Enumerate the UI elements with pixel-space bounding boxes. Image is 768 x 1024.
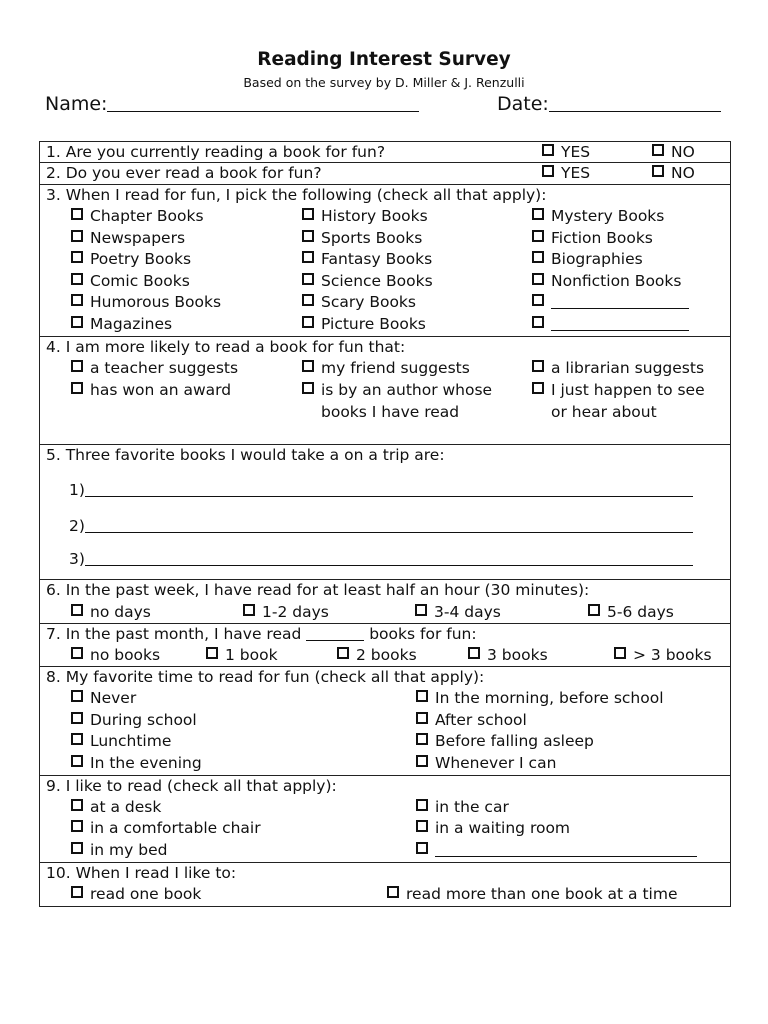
checkbox-icon[interactable] <box>71 886 83 898</box>
q4-option[interactable] <box>302 380 502 423</box>
checkbox-icon[interactable] <box>532 294 544 306</box>
option-label: at a desk <box>90 798 162 816</box>
option-label: Biographies <box>551 250 643 268</box>
q8-option[interactable] <box>71 753 202 775</box>
other-blank[interactable] <box>435 856 697 857</box>
checkbox-icon[interactable] <box>532 360 544 372</box>
q10-option[interactable] <box>71 884 201 906</box>
question-6 <box>39 580 731 624</box>
q3-option[interactable] <box>532 206 664 228</box>
other-blank[interactable] <box>551 308 689 309</box>
checkbox-icon[interactable] <box>614 647 626 659</box>
question-9-text: 9. I like to read (check all that apply): <box>46 777 337 795</box>
question-5-text: 5. Three favorite books I would take a on a trip are: <box>46 446 445 464</box>
name-label: Name: <box>45 93 108 115</box>
q6-option[interactable] <box>71 602 151 624</box>
question-7 <box>39 624 731 667</box>
q9-option[interactable] <box>71 797 161 819</box>
answer-blank[interactable] <box>85 496 693 497</box>
checkbox-icon[interactable] <box>387 886 399 898</box>
option-label: Never <box>90 689 137 707</box>
favorite-book-3[interactable] <box>69 549 693 571</box>
option-label: Mystery Books <box>551 207 665 225</box>
checkbox-icon[interactable] <box>302 316 314 328</box>
date-blank[interactable] <box>549 111 721 112</box>
option-label: a teacher suggests <box>90 359 239 377</box>
q2-no-label: NO <box>671 164 695 182</box>
q9-other-option[interactable] <box>416 840 697 862</box>
option-label: Sports Books <box>321 229 423 247</box>
checkbox-icon[interactable] <box>588 604 600 616</box>
checkbox-icon[interactable] <box>71 712 83 724</box>
option-label: > 3 books <box>633 646 712 664</box>
checkbox-icon[interactable] <box>302 360 314 372</box>
option-label: Chapter Books <box>90 207 204 225</box>
option-label: read more than one book at a time <box>406 885 678 903</box>
q8-option[interactable] <box>71 731 171 753</box>
q3-option[interactable] <box>302 249 432 271</box>
option-label: Science Books <box>321 272 433 290</box>
checkbox-icon[interactable] <box>532 208 544 220</box>
checkbox-icon[interactable] <box>71 230 83 242</box>
q3-option[interactable] <box>532 228 653 250</box>
q1-yes-label: YES <box>561 143 591 161</box>
option-label: no days <box>90 603 151 621</box>
question-5 <box>39 445 731 580</box>
survey-subtitle: Based on the survey by D. Miller & J. Renzulli <box>243 75 525 90</box>
checkbox-icon[interactable] <box>532 382 544 394</box>
option-label: Humorous Books <box>90 293 222 311</box>
q3-option[interactable] <box>71 249 191 271</box>
q7-option[interactable] <box>206 645 278 667</box>
q3-other-option[interactable] <box>532 314 689 336</box>
survey-table <box>39 141 731 907</box>
item-label: 1) <box>69 481 85 499</box>
q3-option[interactable] <box>71 206 204 228</box>
checkbox-icon[interactable] <box>532 316 544 328</box>
checkbox-icon[interactable] <box>416 842 428 854</box>
option-label: Lunchtime <box>90 732 172 750</box>
checkbox-icon[interactable] <box>302 273 314 285</box>
q3-option[interactable] <box>71 271 190 293</box>
favorite-book-2[interactable] <box>69 516 693 538</box>
question-8 <box>39 667 731 776</box>
checkbox-icon[interactable] <box>415 604 427 616</box>
question-10 <box>39 863 731 907</box>
option-label: History Books <box>321 207 428 225</box>
checkbox-icon[interactable] <box>71 820 83 832</box>
option-label: is by an author whose books I have read <box>321 381 493 421</box>
option-label: 3-4 days <box>434 603 501 621</box>
checkbox-icon[interactable] <box>302 294 314 306</box>
option-label: has won an award <box>90 381 232 399</box>
checkbox-icon[interactable] <box>416 712 428 724</box>
q3-option[interactable] <box>532 271 681 293</box>
question-4 <box>39 337 731 445</box>
q3-option[interactable] <box>302 228 422 250</box>
checkbox-icon[interactable] <box>532 273 544 285</box>
checkbox-icon[interactable] <box>532 230 544 242</box>
q3-option[interactable] <box>302 271 433 293</box>
q3-option[interactable] <box>302 206 428 228</box>
question-3 <box>39 185 731 337</box>
checkbox-icon[interactable] <box>652 144 664 156</box>
question-1 <box>39 141 731 163</box>
item-label: 2) <box>69 517 85 535</box>
checkbox-icon[interactable] <box>71 208 83 220</box>
q3-option[interactable] <box>71 228 185 250</box>
checkbox-icon[interactable] <box>71 294 83 306</box>
date-label: Date: <box>497 93 549 115</box>
checkbox-icon[interactable] <box>302 208 314 220</box>
q4-option[interactable] <box>532 380 728 423</box>
checkbox-icon[interactable] <box>416 733 428 745</box>
option-label: Before falling asleep <box>435 732 594 750</box>
q4-option[interactable] <box>302 358 470 380</box>
checkbox-icon[interactable] <box>71 273 83 285</box>
checkbox-icon[interactable] <box>71 604 83 616</box>
checkbox-icon[interactable] <box>416 799 428 811</box>
q3-option[interactable] <box>302 292 416 314</box>
q9-option[interactable] <box>71 840 167 862</box>
q4-option[interactable] <box>71 380 231 402</box>
option-label: in a waiting room <box>435 819 571 837</box>
books-count-blank[interactable] <box>306 640 364 641</box>
q6-option[interactable] <box>243 602 329 624</box>
checkbox-icon[interactable] <box>468 647 480 659</box>
question-1-text: 1. Are you currently reading a book for fun? <box>46 143 386 161</box>
checkbox-icon[interactable] <box>416 820 428 832</box>
option-label: After school <box>435 711 527 729</box>
q7-option[interactable] <box>468 645 548 667</box>
q3-option[interactable] <box>532 249 643 271</box>
checkbox-icon[interactable] <box>71 360 83 372</box>
checkbox-icon[interactable] <box>337 647 349 659</box>
checkbox-icon[interactable] <box>71 799 83 811</box>
checkbox-icon[interactable] <box>302 382 314 394</box>
q2-no-option[interactable] <box>652 163 695 185</box>
option-label: Fantasy Books <box>321 250 433 268</box>
q4-option[interactable] <box>71 358 238 380</box>
checkbox-icon[interactable] <box>71 690 83 702</box>
item-label: 3) <box>69 550 85 568</box>
checkbox-icon[interactable] <box>302 230 314 242</box>
q3-option[interactable] <box>71 314 172 336</box>
q8-option[interactable] <box>416 753 556 775</box>
checkbox-icon[interactable] <box>652 165 664 177</box>
checkbox-icon[interactable] <box>243 604 255 616</box>
q7-option[interactable] <box>614 645 712 667</box>
option-label: no books <box>90 646 161 664</box>
option-label: Whenever I can <box>435 754 557 772</box>
checkbox-icon[interactable] <box>71 382 83 394</box>
date-field[interactable] <box>497 93 721 115</box>
q3-option[interactable] <box>71 292 221 314</box>
question-8-text: 8. My favorite time to read for fun (check all that apply): <box>46 668 485 686</box>
checkbox-icon[interactable] <box>71 647 83 659</box>
checkbox-icon[interactable] <box>532 251 544 263</box>
option-label: 3 books <box>487 646 548 664</box>
survey-title: Reading Interest Survey <box>257 49 511 70</box>
checkbox-icon[interactable] <box>302 251 314 263</box>
option-label: in a comfortable chair <box>90 819 261 837</box>
q1-no-label: NO <box>671 143 695 161</box>
q8-option[interactable] <box>71 688 136 710</box>
q8-option[interactable] <box>416 731 594 753</box>
q6-option[interactable] <box>415 602 501 624</box>
checkbox-icon[interactable] <box>542 144 554 156</box>
question-2 <box>39 163 731 185</box>
option-label: Fiction Books <box>551 229 653 247</box>
q8-option[interactable] <box>71 710 197 732</box>
q2-yes-option[interactable] <box>542 163 590 185</box>
option-label: read one book <box>90 885 202 903</box>
q3-option[interactable] <box>302 314 426 336</box>
option-label: I just happen to see or hear about <box>551 381 705 421</box>
q7-option[interactable] <box>71 645 160 667</box>
q4-option[interactable] <box>532 358 704 380</box>
q3-other-option[interactable] <box>532 292 689 314</box>
checkbox-icon[interactable] <box>542 165 554 177</box>
q9-option[interactable] <box>71 818 261 840</box>
answer-blank[interactable] <box>85 532 693 533</box>
option-label: 5-6 days <box>607 603 674 621</box>
question-2-text: 2. Do you ever read a book for fun? <box>46 164 322 182</box>
option-label: my friend suggests <box>321 359 470 377</box>
question-4-text: 4. I am more likely to read a book for fun that: <box>46 338 406 356</box>
option-label: 1-2 days <box>262 603 329 621</box>
checkbox-icon[interactable] <box>416 690 428 702</box>
option-label: in my bed <box>90 841 168 859</box>
option-label: Poetry Books <box>90 250 192 268</box>
q8-option[interactable] <box>416 710 527 732</box>
option-label: a librarian suggests <box>551 359 705 377</box>
q10-option[interactable] <box>387 884 678 906</box>
checkbox-icon[interactable] <box>71 842 83 854</box>
other-blank[interactable] <box>551 330 689 331</box>
answer-blank[interactable] <box>85 565 693 566</box>
checkbox-icon[interactable] <box>71 733 83 745</box>
name-blank[interactable] <box>107 111 419 112</box>
name-field[interactable] <box>45 93 419 115</box>
q8-option[interactable] <box>416 688 664 710</box>
option-label: Picture Books <box>321 315 426 333</box>
question-7-text <box>46 624 477 646</box>
option-label: Comic Books <box>90 272 190 290</box>
q9-option[interactable] <box>416 818 570 840</box>
option-label: In the morning, before school <box>435 689 664 707</box>
q6-option[interactable] <box>588 602 674 624</box>
checkbox-icon[interactable] <box>206 647 218 659</box>
question-6-text: 6. In the past week, I have read for at least half an hour (30 minutes): <box>46 581 590 599</box>
q2-yes-label: YES <box>561 164 591 182</box>
q1-no-option[interactable] <box>652 142 695 164</box>
q9-option[interactable] <box>416 797 509 819</box>
checkbox-icon[interactable] <box>416 755 428 767</box>
option-label: Scary Books <box>321 293 416 311</box>
checkbox-icon[interactable] <box>71 251 83 263</box>
question-7-text-a: 7. In the past month, I have read <box>46 625 302 643</box>
question-7-text-b: books for fun: <box>369 625 477 643</box>
option-label: Nonfiction Books <box>551 272 682 290</box>
question-10-text: 10. When I read I like to: <box>46 864 237 882</box>
checkbox-icon[interactable] <box>71 316 83 328</box>
favorite-book-1[interactable] <box>69 480 693 502</box>
checkbox-icon[interactable] <box>71 755 83 767</box>
q1-yes-option[interactable] <box>542 142 590 164</box>
option-label: During school <box>90 711 197 729</box>
option-label: Magazines <box>90 315 173 333</box>
q7-option[interactable] <box>337 645 417 667</box>
option-label: Newspapers <box>90 229 186 247</box>
option-label: In the evening <box>90 754 202 772</box>
question-3-text: 3. When I read for fun, I pick the following (check all that apply): <box>46 186 547 204</box>
option-label: in the car <box>435 798 509 816</box>
option-label: 2 books <box>356 646 417 664</box>
option-label: 1 book <box>225 646 278 664</box>
question-9 <box>39 776 731 863</box>
